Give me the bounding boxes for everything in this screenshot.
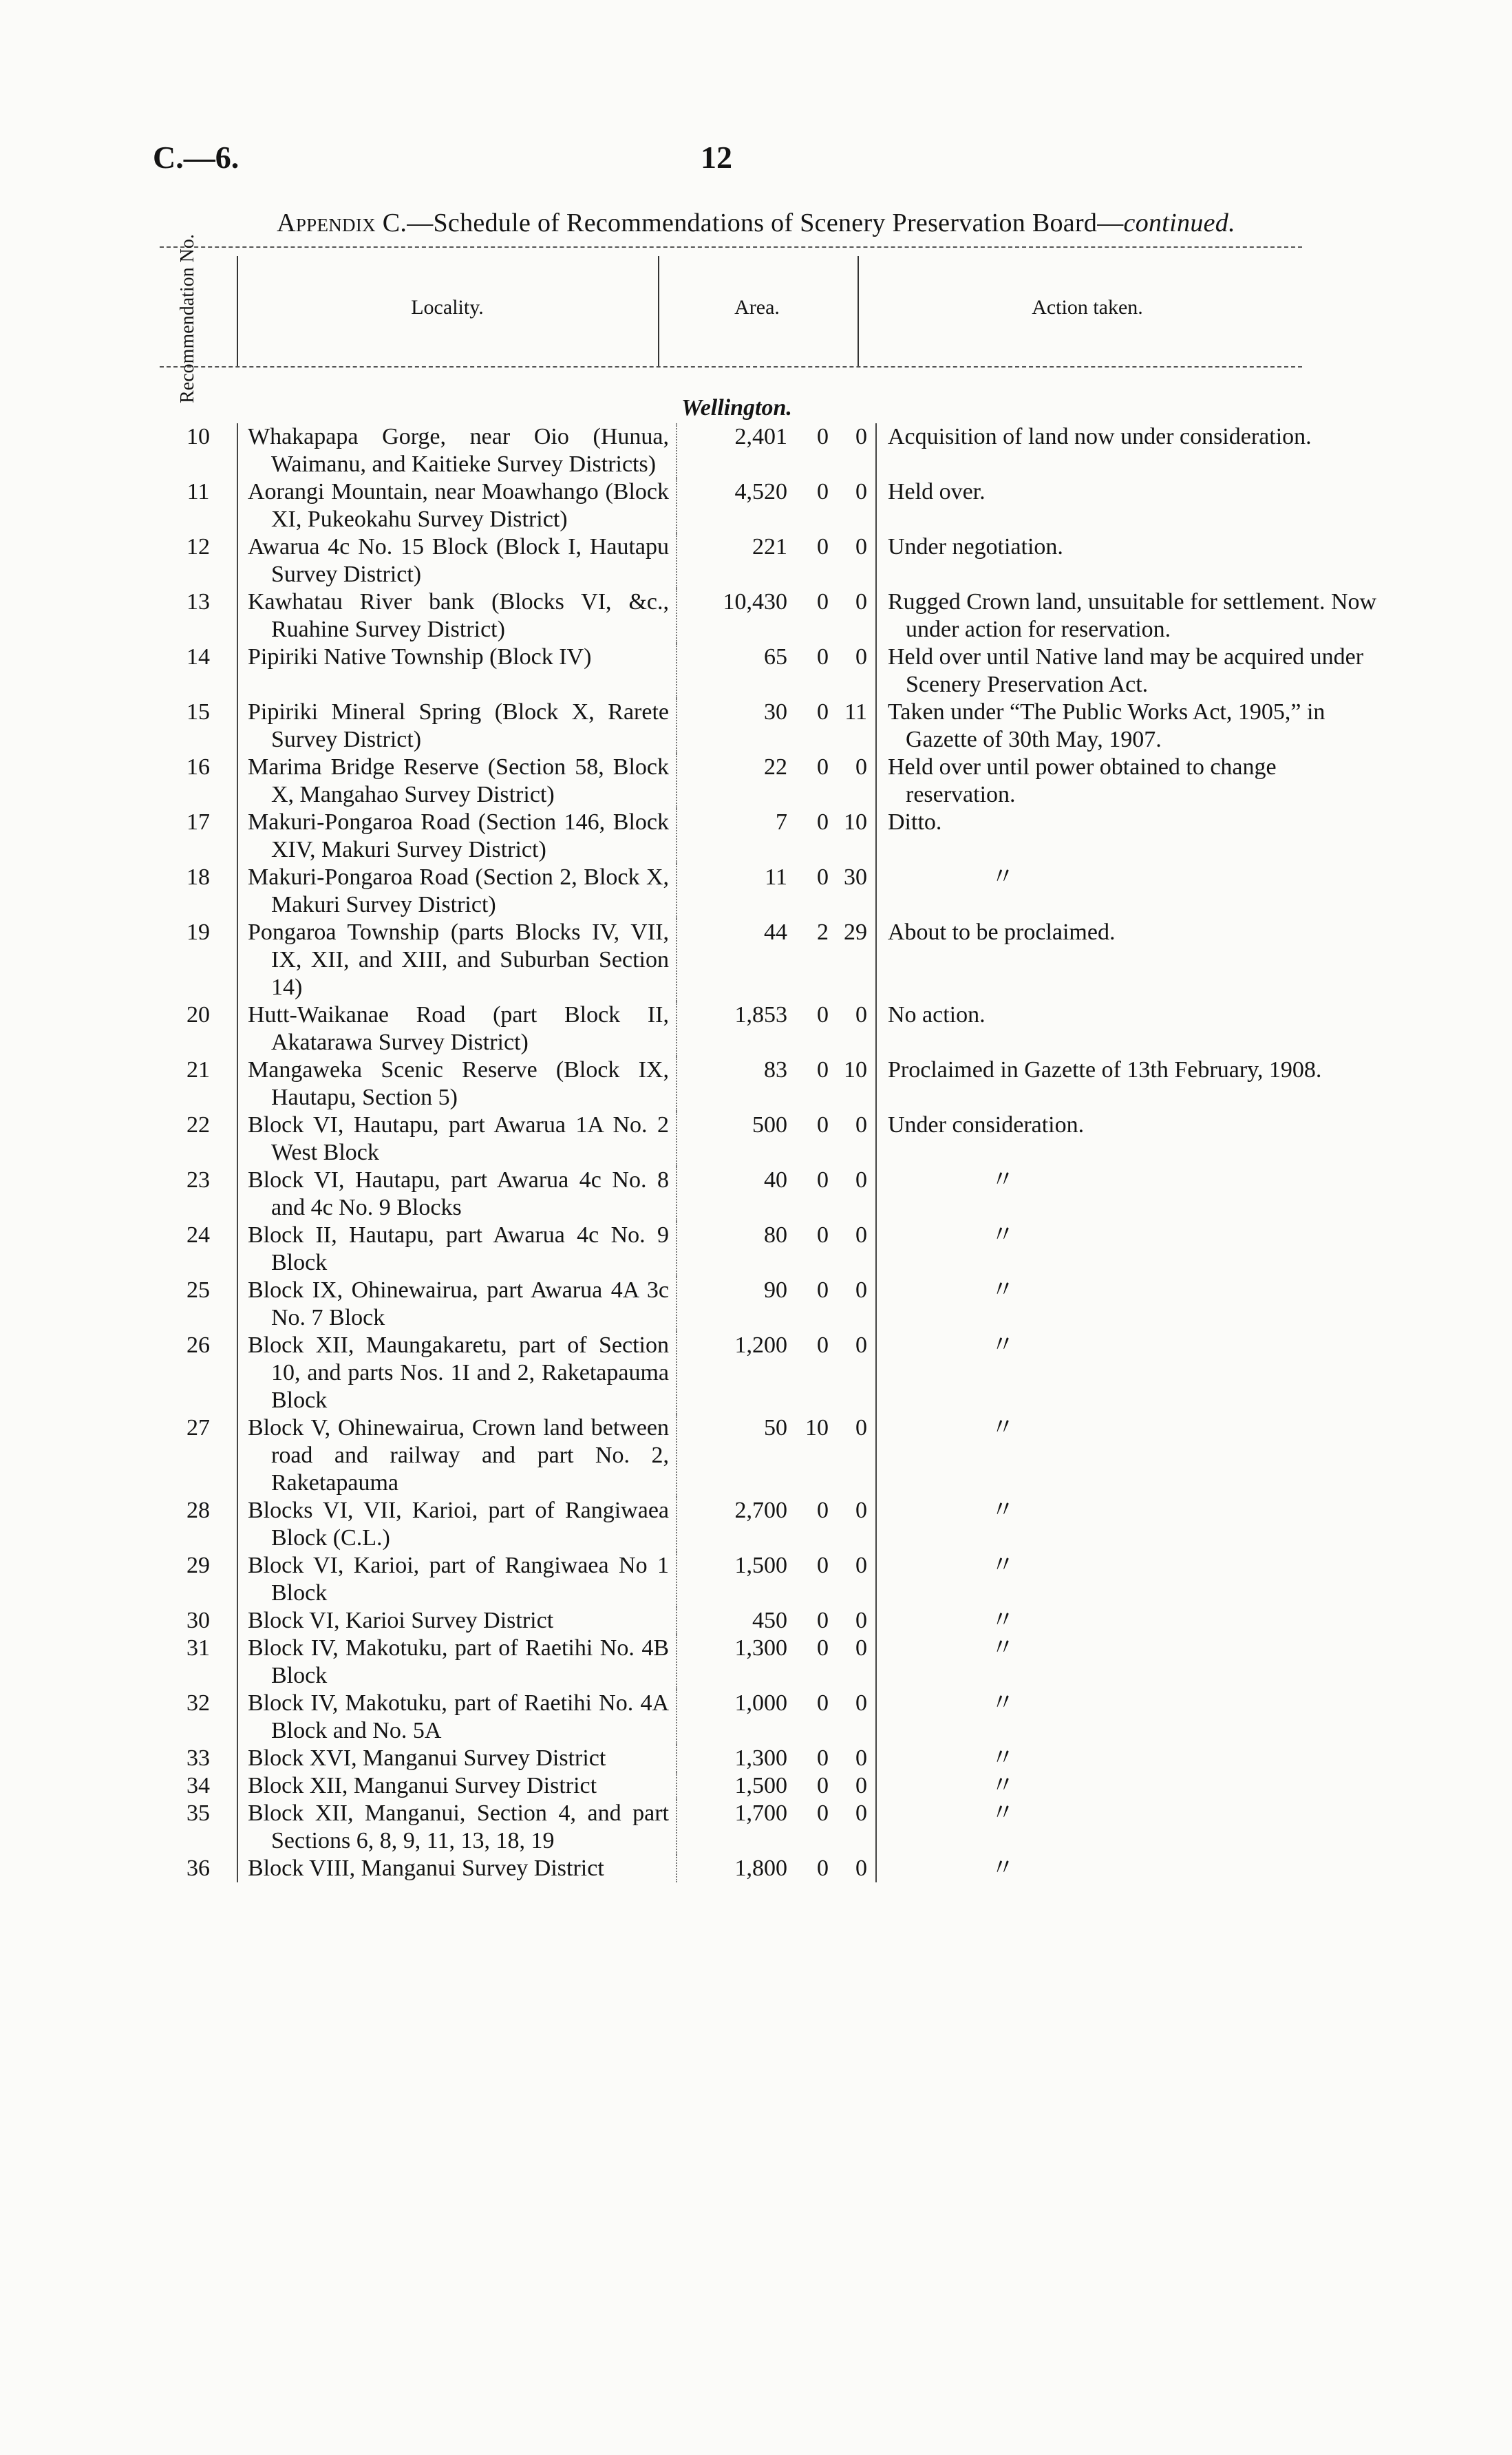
table-row: [160, 754, 1383, 809]
table-row: [160, 1855, 1383, 1882]
area-roods: 0: [817, 1002, 829, 1028]
area-acres: 450: [752, 1608, 787, 1633]
recommendation-number: 21: [187, 1057, 210, 1083]
area-acres: 500: [752, 1112, 787, 1138]
recommendation-number: 31: [187, 1635, 210, 1661]
area-acres: 90: [764, 1277, 787, 1303]
table-row: [160, 1167, 1383, 1222]
document-code: C.—6.: [153, 140, 239, 175]
area-perches: 29: [844, 920, 867, 945]
area-acres: 1,200: [734, 1332, 787, 1358]
action-cell: No action.: [876, 1001, 1383, 1056]
table-row: [160, 1745, 1383, 1772]
action-cell: Proclaimed in Gazette of 13th February, 1908.: [876, 1056, 1383, 1112]
table-row: [160, 533, 1383, 588]
recommendation-number: 14: [187, 644, 210, 670]
area-perches: 0: [855, 1635, 867, 1661]
locality-cell: Block IV, Makotuku, part of Raetihi No. 4A Block and No. 5A: [237, 1690, 677, 1745]
column-header-locality: Locality.: [411, 296, 484, 319]
area-perches: 0: [855, 479, 867, 504]
action-cell: Held over until Native land may be acquired under Scenery Preservation Act.: [876, 644, 1383, 699]
recommendation-number: 17: [187, 809, 210, 835]
table-row: [160, 1607, 1383, 1635]
table-row: [160, 1332, 1383, 1414]
action-cell: Taken under “The Public Works Act, 1905,” in Gazette of 30th May, 1907.: [876, 699, 1383, 754]
area-acres: 4,520: [734, 479, 787, 504]
header-rule-top: [160, 246, 1302, 248]
area-acres: 221: [752, 534, 787, 560]
table-row: [160, 1772, 1383, 1800]
area-roods: 0: [817, 1690, 829, 1716]
area-roods: 0: [817, 754, 829, 780]
area-perches: 0: [855, 1608, 867, 1633]
action-cell: Under consideration.: [876, 1112, 1383, 1167]
area-roods: 0: [817, 1057, 829, 1083]
area-acres: 22: [764, 754, 787, 780]
area-acres: 30: [764, 699, 787, 725]
action-cell: 〃: [876, 1772, 1383, 1800]
recommendation-number: 30: [187, 1608, 210, 1633]
area-roods: 0: [817, 1498, 829, 1523]
action-cell: Held over.: [876, 478, 1383, 533]
area-perches: 0: [855, 1800, 867, 1826]
locality-cell: Block IX, Ohinewairua, part Awarua 4A 3c No. 7 Block: [237, 1277, 677, 1332]
area-perches: 10: [844, 809, 867, 835]
area-roods: 0: [817, 644, 829, 670]
recommendation-number: 19: [187, 920, 210, 945]
action-cell: 〃: [876, 864, 1383, 919]
area-acres: 80: [764, 1222, 787, 1248]
recommendation-number: 35: [187, 1800, 210, 1826]
recommendation-number: 34: [187, 1773, 210, 1798]
recommendation-number: 13: [187, 589, 210, 615]
recommendation-number: 23: [187, 1167, 210, 1193]
action-cell: 〃: [876, 1222, 1383, 1277]
area-acres: 44: [764, 920, 787, 945]
area-acres: 1,700: [734, 1800, 787, 1826]
area-perches: 10: [844, 1057, 867, 1083]
area-roods: 0: [817, 424, 829, 449]
recommendations-table: [160, 423, 1383, 1882]
locality-cell: Aorangi Mountain, near Moawhango (Block XI, Pukeokahu Survey District): [237, 478, 677, 533]
table-row: [160, 699, 1383, 754]
area-acres: 1,300: [734, 1745, 787, 1771]
area-acres: 1,300: [734, 1635, 787, 1661]
table-row: [160, 423, 1383, 478]
area-roods: 0: [817, 1635, 829, 1661]
area-roods: 2: [817, 920, 829, 945]
recommendation-number: 12: [187, 534, 210, 560]
table-row: [160, 1001, 1383, 1056]
locality-cell: Pipiriki Native Township (Block IV): [237, 644, 677, 699]
area-perches: 30: [844, 864, 867, 890]
locality-cell: Blocks VI, VII, Karioi, part of Rangiwaea Block (C.L.): [237, 1497, 677, 1552]
area-roods: 0: [817, 479, 829, 504]
area-perches: 0: [855, 1277, 867, 1303]
area-perches: 0: [855, 1773, 867, 1798]
table-row: [160, 1056, 1383, 1112]
locality-cell: Block VI, Karioi Survey District: [237, 1607, 677, 1635]
area-perches: 0: [855, 1332, 867, 1358]
area-roods: 0: [817, 1856, 829, 1881]
area-roods: 0: [817, 1112, 829, 1138]
title-main: —Schedule of Recommendations of Scenery Preservation Board—: [407, 209, 1124, 237]
locality-cell: Block V, Ohinewairua, Crown land between road and railway and part No. 2, Raketapauma: [237, 1414, 677, 1497]
locality-cell: Hutt-Waikanae Road (part Block II, Akatarawa Survey District): [237, 1001, 677, 1056]
action-cell: 〃: [876, 1800, 1383, 1855]
locality-cell: Block VI, Hautapu, part Awarua 1A No. 2 West Block: [237, 1112, 677, 1167]
action-cell: Held over until power obtained to change reservation.: [876, 754, 1383, 809]
recommendation-number: 29: [187, 1553, 210, 1578]
locality-cell: Block XVI, Manganui Survey District: [237, 1745, 677, 1772]
area-acres: 10,430: [723, 589, 787, 615]
table-row: [160, 1497, 1383, 1552]
action-cell: 〃: [876, 1167, 1383, 1222]
locality-cell: Awarua 4c No. 15 Block (Block I, Hautapu Survey District): [237, 533, 677, 588]
page-title: [0, 208, 1512, 238]
action-cell: Rugged Crown land, unsuitable for settlement. Now under action for reservation.: [876, 588, 1383, 644]
area-roods: 0: [817, 1332, 829, 1358]
table-row: [160, 1277, 1383, 1332]
action-cell: 〃: [876, 1855, 1383, 1882]
area-perches: 0: [855, 589, 867, 615]
locality-cell: Makuri-Pongaroa Road (Section 2, Block X, Makuri Survey District): [237, 864, 677, 919]
area-roods: 0: [817, 1222, 829, 1248]
recommendation-number: 26: [187, 1332, 210, 1358]
title-prefix: Appendix C.: [277, 209, 407, 237]
area-perches: 0: [855, 1856, 867, 1881]
action-cell: 〃: [876, 1690, 1383, 1745]
page-number: 12: [701, 140, 732, 175]
recommendation-number: 11: [187, 479, 210, 504]
recommendation-number: 22: [187, 1112, 210, 1138]
locality-cell: Block XII, Manganui Survey District: [237, 1772, 677, 1800]
table-row: [160, 1552, 1383, 1607]
recommendation-number: 28: [187, 1498, 210, 1523]
recommendation-number: 10: [187, 424, 210, 449]
area-acres: 1,500: [734, 1553, 787, 1578]
locality-cell: Pipiriki Mineral Spring (Block X, Rarete Survey District): [237, 699, 677, 754]
area-roods: 0: [817, 589, 829, 615]
area-perches: 0: [855, 1553, 867, 1578]
locality-cell: Block IV, Makotuku, part of Raetihi No. 4B Block: [237, 1635, 677, 1690]
area-perches: 11: [844, 699, 867, 725]
table-row: [160, 1800, 1383, 1855]
recommendation-number: 33: [187, 1745, 210, 1771]
locality-cell: Block VI, Karioi, part of Rangiwaea No 1 Block: [237, 1552, 677, 1607]
action-cell: 〃: [876, 1277, 1383, 1332]
area-roods: 0: [817, 1773, 829, 1798]
area-roods: 0: [817, 1745, 829, 1771]
recommendation-number: 15: [187, 699, 210, 725]
page-header: [0, 139, 1512, 180]
table-row: [160, 1112, 1383, 1167]
area-acres: 2,700: [734, 1498, 787, 1523]
table-row: [160, 1222, 1383, 1277]
area-acres: 1,500: [734, 1773, 787, 1798]
table-row: [160, 1690, 1383, 1745]
locality-cell: Marima Bridge Reserve (Section 58, Block X, Mangahao Survey District): [237, 754, 677, 809]
locality-cell: Block XII, Maungakaretu, part of Section 10, and parts Nos. 1I and 2, Raketapauma Block: [237, 1332, 677, 1414]
area-roods: 10: [805, 1415, 829, 1441]
table-row: [160, 1414, 1383, 1497]
area-perches: 0: [855, 1745, 867, 1771]
locality-cell: Block VIII, Manganui Survey District: [237, 1855, 677, 1882]
table-row: [160, 644, 1383, 699]
action-cell: 〃: [876, 1497, 1383, 1552]
area-perches: 0: [855, 644, 867, 670]
area-perches: 0: [855, 1167, 867, 1193]
area-acres: 11: [765, 864, 787, 890]
area-perches: 0: [855, 1690, 867, 1716]
area-roods: 0: [817, 1800, 829, 1826]
locality-cell: Makuri-Pongaroa Road (Section 146, Block XIV, Makuri Survey District): [237, 809, 677, 864]
area-perches: 0: [855, 1002, 867, 1028]
action-cell: Ditto.: [876, 809, 1383, 864]
table-row: [160, 1635, 1383, 1690]
recommendation-number: 27: [187, 1415, 210, 1441]
recommendation-number: 32: [187, 1690, 210, 1716]
area-acres: 50: [764, 1415, 787, 1441]
area-acres: 65: [764, 644, 787, 670]
table-row: [160, 919, 1383, 1001]
region-heading: Wellington.: [681, 395, 792, 421]
table-row: [160, 588, 1383, 644]
action-cell: 〃: [876, 1635, 1383, 1690]
area-perches: 0: [855, 1222, 867, 1248]
recommendation-number: 16: [187, 754, 210, 780]
area-roods: 0: [817, 1167, 829, 1193]
area-roods: 0: [817, 534, 829, 560]
column-header-area: Area.: [734, 296, 780, 319]
area-acres: 2,401: [734, 424, 787, 449]
area-perches: 0: [855, 1415, 867, 1441]
area-roods: 0: [817, 1277, 829, 1303]
area-acres: 7: [776, 809, 787, 835]
locality-cell: Kawhatau River bank (Blocks VI, &c., Ruahine Survey District): [237, 588, 677, 644]
area-perches: 0: [855, 1498, 867, 1523]
table-row: [160, 478, 1383, 533]
title-suffix: continued.: [1123, 209, 1235, 237]
area-roods: 0: [817, 1608, 829, 1633]
area-perches: 0: [855, 534, 867, 560]
action-cell: 〃: [876, 1414, 1383, 1497]
area-roods: 0: [817, 864, 829, 890]
action-cell: Under negotiation.: [876, 533, 1383, 588]
action-cell: About to be proclaimed.: [876, 919, 1383, 1001]
action-cell: 〃: [876, 1745, 1383, 1772]
column-header-action: Action taken.: [1032, 296, 1143, 319]
area-perches: 0: [855, 754, 867, 780]
table-row: [160, 864, 1383, 919]
area-acres: 1,853: [734, 1002, 787, 1028]
header-rule-bottom: [160, 366, 1302, 368]
locality-cell: Block II, Hautapu, part Awarua 4c No. 9 Block: [237, 1222, 677, 1277]
action-cell: 〃: [876, 1332, 1383, 1414]
table-body: [160, 423, 1383, 1882]
locality-cell: Block VI, Hautapu, part Awarua 4c No. 8 and 4c No. 9 Blocks: [237, 1167, 677, 1222]
action-cell: 〃: [876, 1607, 1383, 1635]
recommendation-number: 36: [187, 1856, 210, 1881]
area-acres: 1,000: [734, 1690, 787, 1716]
action-cell: 〃: [876, 1552, 1383, 1607]
area-roods: 0: [817, 809, 829, 835]
locality-cell: Block XII, Manganui, Section 4, and part Sections 6, 8, 9, 11, 13, 18, 19: [237, 1800, 677, 1855]
area-acres: 83: [764, 1057, 787, 1083]
recommendation-number: 24: [187, 1222, 210, 1248]
column-divider: [237, 256, 238, 366]
column-header-no: Recommendation No.: [177, 234, 198, 403]
area-acres: 40: [764, 1167, 787, 1193]
area-perches: 0: [855, 424, 867, 449]
action-cell: Acquisition of land now under consideration.: [876, 423, 1383, 478]
recommendation-number: 18: [187, 864, 210, 890]
area-roods: 0: [817, 699, 829, 725]
locality-cell: Pongaroa Township (parts Blocks IV, VII, IX, XII, and XIII, and Suburban Section 14): [237, 919, 677, 1001]
area-perches: 0: [855, 1112, 867, 1138]
table-row: [160, 809, 1383, 864]
area-roods: 0: [817, 1553, 829, 1578]
recommendation-number: 20: [187, 1002, 210, 1028]
locality-cell: Whakapapa Gorge, near Oio (Hunua, Waimanu, and Kaitieke Survey Districts): [237, 423, 677, 478]
area-acres: 1,800: [734, 1856, 787, 1881]
locality-cell: Mangaweka Scenic Reserve (Block IX, Hautapu, Section 5): [237, 1056, 677, 1112]
recommendation-number: 25: [187, 1277, 210, 1303]
